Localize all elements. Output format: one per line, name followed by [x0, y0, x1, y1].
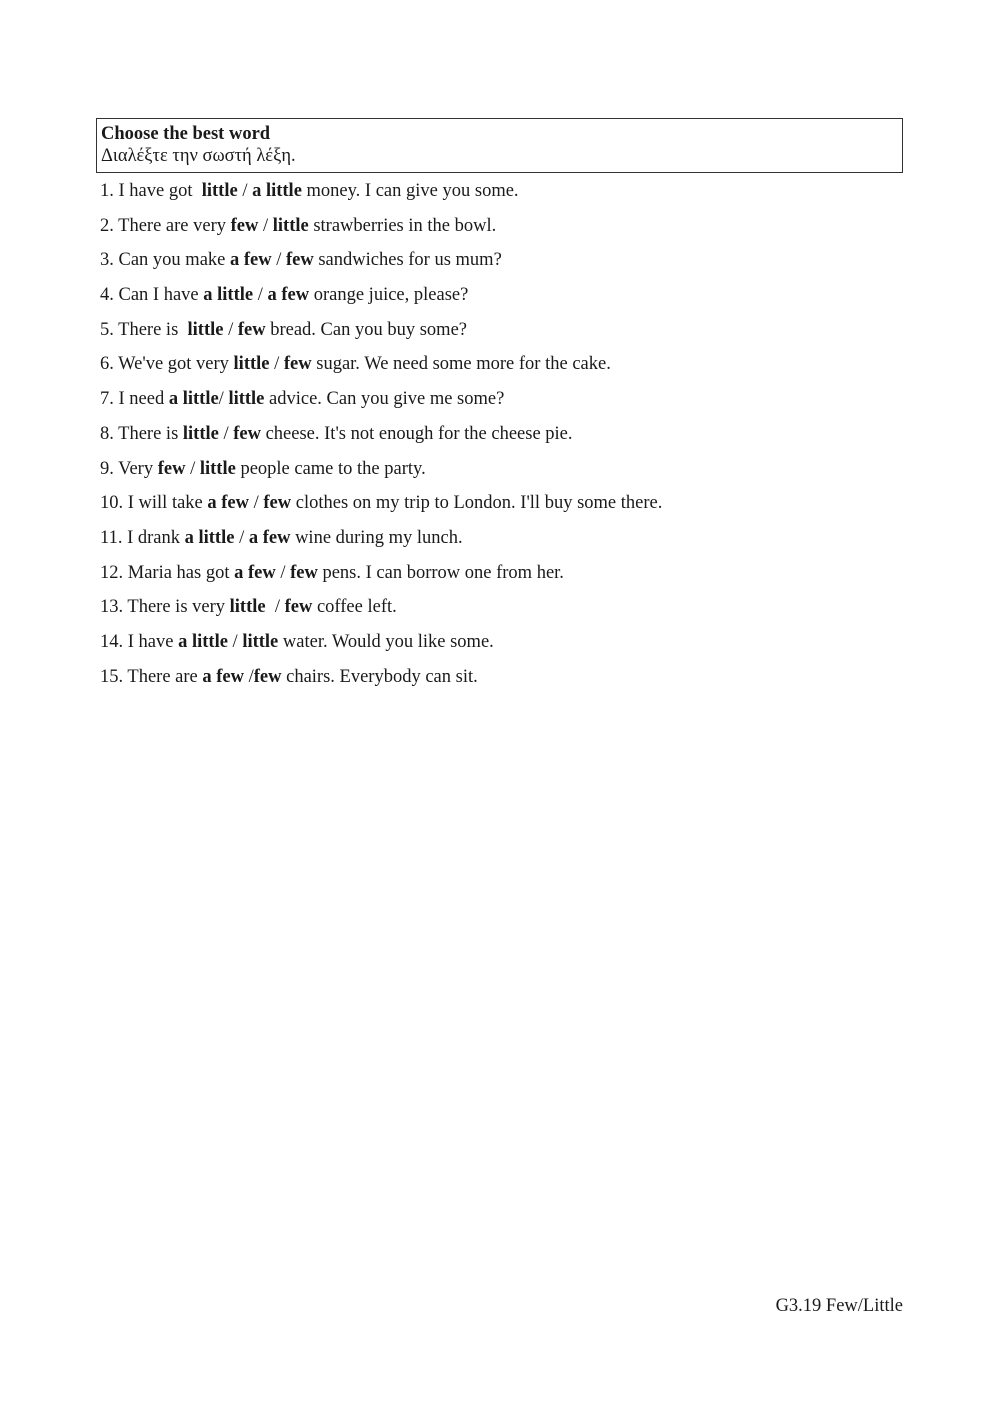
exercise-list [100, 178, 920, 698]
exercise-item [100, 178, 920, 213]
exercise-text: / [249, 493, 264, 514]
exercise-text: 13. There is very [100, 597, 230, 618]
exercise-text: water. Would you like some. [278, 631, 494, 652]
answer-option[interactable]: a few [267, 285, 310, 306]
exercise-text: / [244, 666, 254, 687]
answer-option[interactable]: little [199, 458, 236, 479]
exercise-text: 8. There is [100, 423, 183, 444]
exercise-item [100, 247, 920, 282]
answer-option[interactable]: a few [202, 666, 244, 687]
exercise-item [100, 629, 920, 664]
answer-option[interactable]: few [157, 458, 186, 479]
answer-option[interactable]: few [263, 493, 292, 514]
answer-option[interactable]: little [242, 631, 279, 652]
answer-option[interactable]: little [229, 597, 266, 618]
answer-option[interactable]: a few [248, 527, 291, 548]
answer-option[interactable]: a little [178, 631, 228, 652]
answer-option[interactable]: few [290, 562, 318, 583]
exercise-text: / [271, 250, 286, 271]
exercise-text: 1. I have got [100, 181, 202, 201]
exercise-text: / [275, 562, 291, 583]
exercise-text: 9. Very [100, 458, 158, 479]
answer-option[interactable]: a little [168, 389, 219, 410]
exercise-item [100, 560, 920, 595]
exercise-text: advice. Can you give me some? [264, 389, 505, 410]
answer-option[interactable]: a few [207, 493, 249, 514]
exercise-text: clothes on my trip to London. I'll buy some there. [291, 493, 663, 514]
exercise-text: strawberries in the bowl. [308, 215, 497, 236]
answer-option[interactable]: a few [234, 562, 276, 583]
exercise-item [100, 664, 920, 699]
exercise-item [100, 525, 920, 560]
exercise-text: coffee left. [312, 597, 397, 618]
exercise-text: sandwiches for us mum? [313, 250, 502, 271]
answer-option[interactable]: few [230, 215, 259, 236]
worksheet-code: G3.19 Few/Little [775, 1296, 903, 1316]
exercise-text: 5. There is [100, 319, 188, 340]
exercise-text: 4. Can I have [100, 285, 204, 306]
exercise-text: 10. I will take [100, 493, 208, 514]
answer-option[interactable]: little [182, 423, 219, 444]
answer-option[interactable]: little [187, 319, 224, 340]
exercise-text: wine during my lunch. [290, 527, 463, 548]
exercise-text: / [218, 423, 234, 444]
answer-option[interactable]: little [233, 354, 270, 375]
exercise-item [100, 282, 920, 317]
instruction-box [96, 118, 903, 173]
exercise-text: 7. I need [100, 389, 169, 410]
answer-option[interactable]: few [284, 597, 313, 618]
exercise-text: money. I can give you some. [301, 181, 519, 201]
exercise-text: pens. I can borrow one from her. [317, 562, 564, 583]
answer-option[interactable]: few [283, 354, 312, 375]
exercise-text: / [253, 285, 268, 306]
instruction-title: Choose the best word [101, 124, 271, 144]
exercise-text: / [227, 631, 243, 652]
exercise-text: sugar. We need some more for the cake. [311, 354, 611, 375]
exercise-text: / [258, 215, 273, 236]
exercise-text: / [237, 181, 253, 201]
exercise-item [100, 456, 920, 491]
exercise-text: people came to the party. [235, 458, 426, 479]
exercise-text: 6. We've got very [100, 354, 234, 375]
exercise-text: 3. Can you make [100, 250, 230, 271]
exercise-item [100, 213, 920, 248]
answer-option[interactable]: a little [184, 527, 235, 548]
exercise-item [100, 490, 920, 525]
exercise-item [100, 386, 920, 421]
exercise-text: bread. Can you buy some? [265, 319, 467, 340]
exercise-text: 2. There are very [100, 215, 231, 236]
exercise-text: chairs. Everybody can sit. [281, 666, 478, 687]
exercise-item [100, 317, 920, 352]
exercise-item [100, 351, 920, 386]
exercise-text: 11. I drank [100, 527, 185, 548]
answer-option[interactable]: few [233, 423, 261, 444]
answer-option[interactable]: a little [252, 181, 302, 201]
exercise-text: / [269, 354, 284, 375]
exercise-item [100, 421, 920, 456]
exercise-text: 12. Maria has got [100, 562, 235, 583]
exercise-text: cheese. It's not enough for the cheese pie. [260, 423, 573, 444]
answer-option[interactable]: few [237, 319, 266, 340]
answer-option[interactable]: a little [203, 285, 254, 306]
exercise-item [100, 594, 920, 629]
answer-option[interactable]: a few [230, 250, 272, 271]
answer-option[interactable]: few [253, 666, 282, 687]
exercise-text: / [223, 319, 238, 340]
answer-option[interactable]: little [272, 215, 309, 236]
exercise-text: / [218, 389, 229, 410]
exercise-text: 15. There are [100, 666, 203, 687]
exercise-text: / [234, 527, 249, 548]
exercise-text: / [265, 597, 285, 618]
exercise-text: orange juice, please? [309, 285, 469, 306]
answer-option[interactable]: little [228, 389, 265, 410]
instruction-subtitle: Διαλέξτε την σωστή λέξη. [101, 146, 296, 166]
exercise-text: / [185, 458, 200, 479]
answer-option[interactable]: few [286, 250, 314, 271]
answer-option[interactable]: little [201, 181, 238, 201]
exercise-text: 14. I have [100, 631, 179, 652]
